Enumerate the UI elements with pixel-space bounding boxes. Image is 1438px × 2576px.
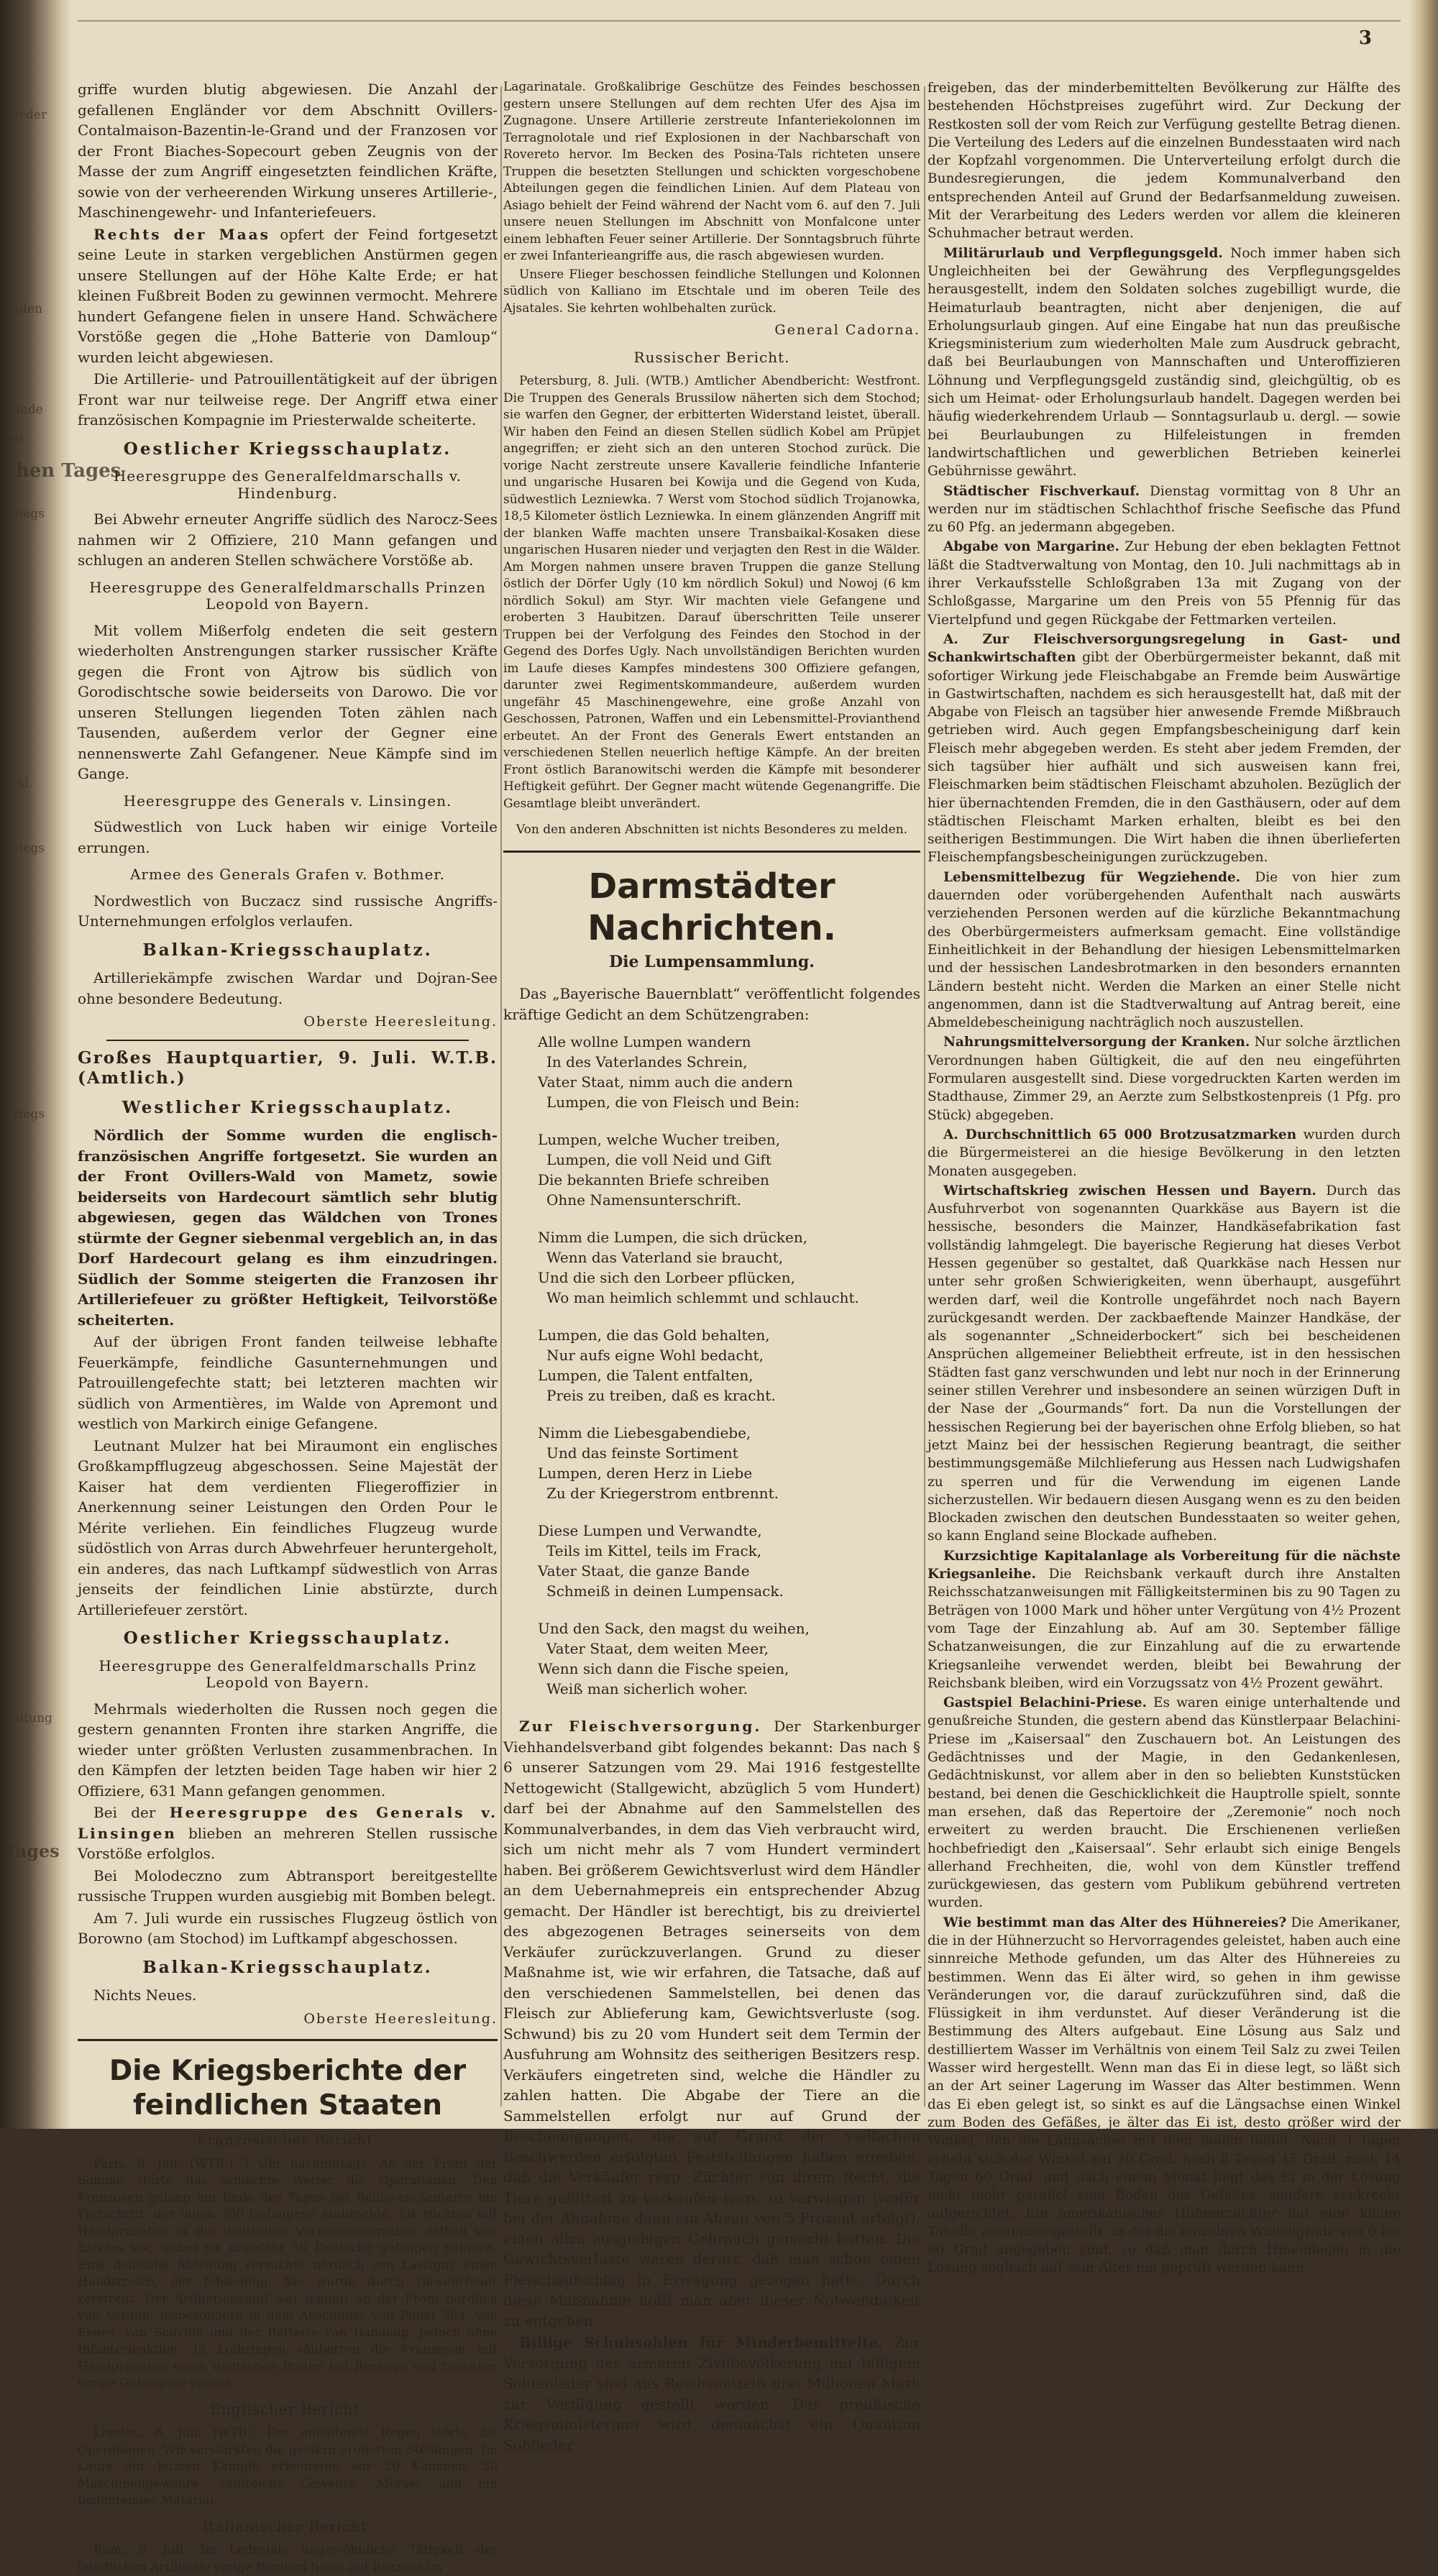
paragraph: Bei Abwehr erneuter Angriffe südlich des Narocz-Sees nahmen wir 2 Offiziere, 210 Mann gefangen und schlugen an anderen Stellen schwächere Vorstöße ab. (78, 510, 498, 569)
gutter-fragment: Kriegs (4, 507, 45, 521)
section-title: Die Kriegsberichte der feindlichen Staaten (109, 2055, 467, 2122)
poem-stanza (538, 1325, 920, 1406)
paragraph-lead: Heeresgruppe des Generals v. Linsingen (78, 1804, 498, 1842)
poem-line: Wo man heimlich schlemmt und schlaucht. (546, 1289, 859, 1306)
poem-line: Lumpen, die Talent entfalten, (538, 1367, 754, 1384)
paragraph (503, 1716, 920, 2331)
gutter-fragment: Kriegs (4, 1107, 45, 1122)
paragraph: Nichts Neues. (93, 1986, 197, 2004)
paragraph (78, 1802, 498, 1864)
paragraph: Nordwestlich von Buczacz sind russische Angriffs-Unternehmungen erfolglos verlaufen. (78, 891, 498, 930)
gutter-fragment: bei (4, 431, 24, 446)
report-heading: Russischer Bericht. (633, 348, 790, 366)
divider (503, 851, 920, 853)
poem-line: Lumpen, die das Gold behalten, (538, 1326, 770, 1344)
signature: General Cadorna. (774, 322, 920, 338)
poem-line: Die bekannten Briefe schreiben (538, 1171, 769, 1188)
paragraph: Unsere Flieger beschossen feindliche Stellungen und Kolonnen südlich von Kalliano im Etschtale und im oberen Teile des Ajsatales. Sie kehrten wohlbehalten zurück. (503, 267, 920, 316)
paragraph-text: Noch immer haben sich Ungleichheiten bei der Gewährung des Verpflegungsgeldes herausgestellt, indem den Soldaten solches zugebilligt wurde, die Heimaturlaub beantragten, nicht aber denjenigen, die auf Erholungsurlaub gingen. Auf eine Eingabe hat nun das preußische Kriegsministerium zum wiederholten Male zum Ausdruck gebracht, daß bei Beurlaubungen von Mannschaften und Unteroffizieren Löhnung und Verpflegungsgeld zuständig sind, gleichgültig, ob es sich um Heimat- oder Erholungsurlaub handelt. Dagegen werden bei häufig wiederkehrendem Urlaub — Sonntagsurlaub u. dergl. — sowie bei Beurlaubungen zu Hilfeleistungen in fremden landwirtschaftlichen und gewerblichen Betrieben keinerlei Gebührnisse gewährt. (928, 245, 1401, 480)
page-header (78, 20, 1401, 70)
gutter-fragment: feinde (4, 403, 43, 417)
poem-line: Ohne Namensunterschrift. (546, 1191, 742, 1209)
paragraph-lead: Nahrungsmittelversorgung der Kranken. (943, 1035, 1250, 1050)
poem-line: Vater Staat, dem weiten Meer, (546, 1640, 769, 1657)
army-group-heading: Heeresgruppe des Generalfeldmarschalls Prinz Leopold von Bayern. (99, 1656, 477, 1691)
poem-line: Teils im Kittel, teils im Frack, (546, 1542, 762, 1559)
paragraph-lead: Wirtschaftskrieg zwischen Hessen und Bayern. (943, 1183, 1316, 1198)
gutter-fragment: chen Tages (4, 460, 122, 482)
poem-stanza (538, 1423, 920, 1503)
paragraph (503, 2332, 920, 2455)
paragraph (928, 1033, 1401, 1124)
army-group-heading: Heeresgruppe des Generals v. Linsingen. (123, 792, 452, 810)
note: Von den anderen Abschnitten ist nichts Besonderes zu melden. (516, 822, 908, 837)
paragraph-lead: A. Durchschnittlich 65 000 Brotzusatzmarken (943, 1127, 1297, 1142)
gutter-fragment: Zeitung (4, 1711, 52, 1725)
signature: Oberste Heeresleitung. (303, 2010, 498, 2027)
paragraph: Leutnant Mulzer hat bei Miraumont ein englisches Großkampfflugzeug abgeschossen. Seine Majestät der Kaiser hat dem verdienten Fliegeroffizier in Anerkennung seiner Leistungen den Orden Pour le Mérite verliehen. Ein feindliches Flugzeug wurde südöstlich von Arras durch Abwehrfeuer heruntergeholt, ein anderes, das nach Luftkampf südwestlich von Arras jenseits der feindlichen Linie abstürzte, durch Artilleriefeuer zerstört. (78, 1436, 498, 1618)
article-title: Die Lumpensammlung. (609, 952, 815, 971)
poem-stanza (538, 1521, 920, 1601)
paragraph (78, 224, 498, 368)
paragraph (928, 1694, 1401, 1912)
paragraph (928, 1547, 1401, 1692)
paragraph: Nördlich der Somme wurden die englisch-französischen Angriffe fortgesetzt. Sie wurden an der Front Ovillers-Wald von Mametz, sowie beiderseits von Hardecourt sämtlich sehr blutig abgewiesen, gegen das Wäldchen von Trones stürmte der Gegner siebenmal vergeblich an, in das Dorf Hardecourt gelang es ihm einzudringen. Südlich der Somme steigerten die Franzosen ihr Artilleriefeuer zu größter Heftigkeit, Teilvorstöße scheiterten. (78, 1127, 498, 1329)
poem-line: Schmeiß in deinen Lumpensack. (546, 1582, 784, 1600)
paragraph-text: Dienstag vormittag von 8 Uhr an werden nur im städtischen Schlachthof frische Seefische das Pfund zu 60 Pfg. an jedermann abgegeben. (928, 483, 1401, 536)
paragraph-text: Zur Hebung der eben beklagten Fettnot läßt die Stadtverwaltung von Montag, den 10. Juli nachmittags ab in ihrer Verkaufsstelle Schloßgraben 13a mit Zugang von der Schloßgasse, Margarine um den Preis von 55 Pfennig für das Viertelpfund und gegen Rückgabe der Fettmarken verteilen. (928, 539, 1401, 628)
poem-line: Und den Sack, den magst du weihen, (538, 1620, 810, 1637)
paragraph: Auf der übrigen Front fanden teilweise lebhafte Feuerkämpfe, feindliche Gasunternehmungen und Patrouillengefechte statt; bei letzteren machten wir südlich von Armentières, im Walde von Apremont und westlich von Markirch einige Gefangene. (78, 1333, 498, 1432)
paragraph-text: Der Starkenburger Viehhandelsverband gibt folgendes bekannt: Das nach § 6 unserer Satzungen vom 29. Mai 1916 festgestellte Nettogewicht (Stallgewicht, abzüglich 5 vom Hundert) darf bei der Abnahme auf den Sammelstellen des Kommunalverbandes, in dem das Vieh verbraucht wird, sich um nicht mehr als 7 vom Hundert vermindert haben. Bei größerem Gewichtsverlust wird dem Händler an dem Uebernahmepreis ein entsprechender Abzug gemacht. Der Händler ist berechtigt, bis zu dreiviertel des abgezogenen Betrages seinerseits von dem Verkäufer zurückzuverlangen. Grund zu dieser Maßnahme ist, wie wir erfahren, die Tatsache, daß auf den verschiedenen Sammelstellen, bei denen das Fleisch zur Ablieferung kam, Gewichtsverluste (sog. Schwund) bis zu 20 vom Hundert seit dem Termin der Ausfuhrung am Wohnsitz des seitherigen Besitzers resp. Verkäufers eingetreten sind, welche die Händler zu zahlen hatten. Die Abgabe der Tiere an die Sammelstellen erfolgt nur auf Grund der Bescheinigungen, die auf Grund der vielfachen Beschwerden erfolgten Feststellungen haben ergeben, daß die Verkäufer resp. Züchter von ihrem Recht, die Tiere gefüttert zu verkaufen resp. zu verwiegen (wofür bei der Abnahme dann ein Abzug von 5 Prozent erfolgt), einen allzu ausgiebigen Gebrauch gemacht hatten. Die Gewichtsverluste waren derart, daß man schon einen Fleischaufschlag in Erwägung gezogen hatte. Durch diese Maßnahme hofft man aber dieser Notwendigkeit zu entgehen. (503, 1718, 920, 2329)
gutter-fragment: wieder (4, 108, 47, 122)
poem-line: Lumpen, deren Herz in Liebe (538, 1465, 753, 1482)
signature: Oberste Heeresleitung. (303, 1014, 498, 1030)
paragraph-lead: Städtischer Fischverkauf. (943, 483, 1140, 499)
poem-stanza (538, 1032, 920, 1112)
poem-line: Diese Lumpen und Verwandte, (538, 1522, 762, 1539)
paragraph-lead: Militärurlaub und Verpflegungsgeld. (943, 245, 1223, 261)
poem-line: Nur aufs eigne Wohl bedacht, (546, 1347, 764, 1364)
paragraph-text: Bei der (93, 1804, 156, 1821)
paragraph-text: Die Amerikaner, die in der Hühnerzucht so Hervorragendes geleistet, haben auch eine sinnreiche Methode gefunden, um das Alter des Hühnereies zu bestimmen. Wenn das Ei älter wird, so gehen in ihm gewisse Veränderungen vor, die darauf zurückzuführen sind, daß die Flüssigkeit in ihm verdunstet. Auf dieser Veränderung ist die Bestimmung des Alters aufgebaut. Eine Lösung aus Salz und destilliertem Wasser im Verhältnis von einem Teil Salz zu zwei Teilen Wasser wird hergestellt. Wenn man das Ei in diese legt, so läßt sich an der Art seiner Lagerung im Wasser das Alter bestimmen. Wenn das Ei eben gelegt ist, so sinkt es auf die Längsachse einen Winkel zum Boden des Gefäßes, je älter das Ei ist, desto größer wird der Winkel, den die Längsachse mit dem Boden bildet. Nach 3 Tagen erhebt sich der Winkel auf 20 Grad, nach 8 Tagen 45 Grad, nach 14 Tagen 60 Grad, und nach einem Monat liegt das Ei in der Lösung nicht mehr parallel zum Boden des Gefäßes, sondern senkrecht aufgerichtet. Ein amerikanischer Hühnerzüchter hat eine kleine Tabelle zusammengestellt, in der die einzelnen Winkelgrade von 0 bis 90 Grad angegeben sind, so daß man durch Hineinlegen in die Lösung sogleich auf sein Alter hin geprüft werden kann. (928, 1915, 1401, 2276)
binding-gutter (0, 0, 122, 2129)
section-heading: Westlicher Kriegsschauplatz. (122, 1097, 454, 1117)
paragraph: London, 8. Juli. (WTB.) Der anhaltende Regen störte die Operationen. Wir verstärkten die gestern eroberten Stellungen. Im Laufe der letzten Kämpfe erbeuteten wir 20 Kanonen, 50 Maschinengewehre, zahlreiche Gewehre, Mörser und ein bedeutendes Material. (78, 2426, 498, 2508)
divider (106, 1040, 469, 1041)
poem (503, 1032, 920, 1699)
divider (78, 2039, 498, 2041)
poem-line: Weiß man sicherlich woher. (546, 1680, 748, 1697)
section-heading: Oestlicher Kriegsschauplatz. (123, 439, 452, 459)
section-heading: Balkan-Kriegsschauplatz. (142, 1957, 433, 1977)
poem-line: Vater Staat, nimm auch die andern (538, 1073, 793, 1091)
army-group-heading: Armee des Generals Grafen v. Bothmer. (129, 866, 446, 883)
paragraph: freigeben, das der minderbemittelten Bevölkerung zur Hälfte des bestehenden Höchstpreises zugeführt wird. Zur Deckung der Restkosten soll der vom Reich zur Verfügung gestellte Betrag dienen. Die Verteilung des Leders auf die einzelnen Bundesstaaten wird nach der Kopfzahl vorgenommen. Die Unterverteilung erfolgt durch die Bundesregierungen, die jedem Kommunalverband den entsprechenden Anteil auf Grund der Bedarfsanmeldung zuweisen. Mit der Verarbeitung des Leders werden vor allem die kleineren Schuhmacher betraut werden. (928, 81, 1401, 242)
section-heading: Balkan-Kriegsschauplatz. (142, 940, 433, 960)
poem-line: Vater Staat, die ganze Bande (538, 1562, 750, 1580)
report-heading: Französischer Bericht. (196, 2131, 379, 2148)
paragraph-lead: Wie bestimmt man das Alter des Hühnereies? (943, 1915, 1287, 1930)
gutter-fragment: Tages (4, 1841, 60, 1861)
column-local-news (503, 79, 920, 2454)
poem-line: Lumpen, die von Fleisch und Bein: (546, 1094, 800, 1111)
paragraph-text: wurden durch die Bürgermeisterei an die hiesige Bevölkerung in den letzten Monaten ausgegeben. (928, 1127, 1401, 1179)
paragraph: Bei Molodeczno zum Abtransport bereitgestellte russische Truppen wurden ausgiebig mit Bomben belegt. (78, 1866, 498, 1905)
dateline: Großes Hauptquartier, 9. Juli. W.T.B. (Amtlich.) (78, 1048, 498, 1088)
poem-stanza (538, 1227, 920, 1308)
paragraph-text: Zur Versorgung der ärmeren Zivilbevölkerung mit billigem Sohlenleder sind aus Reichsmitteln drei Millionen Mark zur Verfügung gestellt worden. Das preußische Kriegsministerium wird demnächst ein Quantum Sohlleder (503, 2334, 920, 2454)
paragraph (928, 1182, 1401, 1546)
paragraph-text: Nur solche ärztlichen Verordnungen haben Gültigkeit, die auf den neu eingeführten Formularen ausgestellt sind. Diese vorgedruckten Karten werden im Stadthause, Zimmer 29, an Aerzte zum Selbstkostenpreis (1 Pfg. pro Stück) abgegeben. (928, 1035, 1401, 1123)
poem-line: Und das feinste Sortiment (546, 1444, 738, 1462)
paragraph: Rom, 8. Juli. Im Ledrotale ungewöhnliche Tätigkeit der feindlichen Artillerie; einige Bomben fielen auf Bezzeca im (78, 2543, 498, 2575)
paragraph (928, 244, 1401, 481)
gutter-fragment: erkl. (4, 776, 33, 791)
poem-line: Nimm die Liebesgabendiebe, (538, 1424, 751, 1441)
paragraph: Petersburg, 8. Juli. (WTB.) Amtlicher Abendbericht: Westfront. Die Truppen des Generals Brussilow näherten sich dem Stochod; sie warfen den Gegner, der erbitterten Widerstand leistet, überall. Wir haben den Feind an diesen Stellen südlich Kobel am Prüpjet angegriffen; er zieht sich an den unteren Stochod zurück. Die vorige Nacht zerstreute unsere Kavallerie feindliche Infanterie und ungarische Husaren bei Kowija und die Gegend von Kuda, südwestlich Lezniewka. 7 Werst vom Stochod südlich Trojanowka, 18,5 Kilometer östlich Lezniewka. In einem glänzenden Angriff mit der blanken Waffe machten unsere Transbaikal-Kosaken diese ungarischen Husaren nieder und verjagten den Rest in die Wälder. Am Morgen nahmen unsere braven Truppen die ganze Stellung östlich der Dörfer Ugly (10 km nördlich Sokul) und Nowoj (6 km nördlich Sokul) am Styr. Wir machten viele Gefangene und eroberten 3 Haubitzen. Darauf überschritten Teile unserer Truppen bei der Verfolgung des Feindes den Stochod in der Gegend des Dorfes Ugly. Nach unvollständigen Berichten wurden im Laufe dieses Kampfes mindestens 300 Offiziere gefangen, darunter zwei Regimentskommandeure, außerdem wurden ungefähr 45 Maschinengewehre, eine große Anzahl von Geschossen, Patronen, Waffen und ein Lebensmittel-Provianthend erbeutet. An der Front des Generals Ewert entstanden an verschiedenen Stellen neuerlich heftige Kämpfe. An der breiten Front östlich Baranowitschi werden die Kämpfe mit besonderer Heftigkeit geführt. Der Gegner macht wütende Gegenangriffe. Die Gesamtlage bleibt unverändert. (503, 374, 920, 811)
paragraph-lead: Zur Fleischversorgung. (519, 1718, 762, 1735)
column-war-reports (78, 79, 498, 2575)
paragraph: Artilleriekämpfe zwischen Wardar und Dojran-See ohne besondere Bedeutung. (78, 969, 498, 1007)
paragraph-lead: Lebensmittelbezug für Wegziehende. (943, 869, 1241, 885)
paragraph: Paris, 8. Juli. (WTB.) 3 Uhr nachmittags. An der Front der Somme störte das schlechte Wetter die Operationen. Den Franzosen gelang am Ende des Tages bei Belloy-en-Santerre ein Fortschritt, der ihnen 350 Gefangene einbrachte. Sie rückten mit Handgranaten in die deutschen Verbindungsgräben östlich von Estrées vor, wobei sie ungefähr 50 Deutsche gefangen nahmen. Eine deutsche Abteilung versuchte nördlich von Lassigny einen Handstreich, der fehlschlug. Sie wurde durch Gewehrfeuer zerstreut. Der Artilleriekampf war lebhaft an der Front nördlich von Verdun, insbesondere in dem Abschnitte von Punkt 304, von Esnes, von Souville und der Batterie von Damloup, jedoch ohne Infanterieaktion. In Lothringen säuberten die Franzosen mit Handgranaten einen deutschen Posten bei Bezange und brachten einige Gefangene zurück. (78, 2156, 498, 2391)
paragraph (928, 1126, 1401, 1181)
paragraph: Am 7. Juli wurde ein russisches Flugzeug östlich von Borowno (am Stochod) im Luftkampf abgeschossen. (78, 1909, 498, 1947)
page-number: 3 (1358, 27, 1372, 49)
paragraph-text: blieben an mehreren Stellen russische Vorstöße erfolglos. (78, 1824, 498, 1862)
paragraph-lead: Abgabe von Margarine. (943, 539, 1119, 555)
paragraph (928, 868, 1401, 1032)
poem-line: Alle wollne Lumpen wandern (538, 1033, 751, 1050)
paragraph-text: Die von hier zum dauernden oder vorübergehenden Aufenthalt nach auswärts verziehenden Personen werden auf die kürzliche Bekanntmachung des Oberbürgermeisters aufmerksam gemacht. Eine vollständige Einheitlichkeit in der Behandlung der hiesigen Lebensmittelmarken und der hessischen Landesbrotmarken in den besonders ernannten Ländern besteht nicht. Werden die Marken an einer Stelle nicht angenommen, dann ist die Stadtverwaltung auf Antrag bereit, eine Abmeldebescheinigung nachträglich noch auszustellen. (928, 869, 1401, 1031)
paragraph-text: Es waren einige unterhaltende und genußreiche Stunden, die gestern abend das Künstlerpaar Belachini-Priese im „Kaisersaal“ den Zuschauern bot. An Leistungen des Gedächtnisses und der Magie, in den Gedankenlesen, Gedächtniskunst, vor allem aber in den so beliebten Kunststücken bestand, bei denen die Geschicklichkeit die Hauptrolle spielt, sonnte man ersehen, daß das Repertoire der „Zeremonie“ noch noch erweitert zu werden braucht. Die Erschienenen verließen hochbefriedigt den „Kaisersaal“. Sehr erlaubt sich einige Bengels allerhand Frechheiten, die, wohl von dem Künstler treffend zurückgewiesen, das gestern vom Publikum gebührend vertreten wurden. (928, 1695, 1401, 1911)
gutter-fragment: Kriegs (4, 841, 45, 856)
paragraph-text: Die Reichsbank verkauft durch ihre Anstalten Reichsschatzanweisungen mit Fälligkeitsterminen bis zu 90 Tagen zu Beträgen von 1000 Mark und höher unter Vergütung von 4½ Prozent vom Tage der Einzahlung ab. Auf am 30. September fällige Schatzanweisungen, die zur Einzahlung auf die zu erwartende Kriegsanleihe verwendet werden, bleibt bei Bewahrung der Reichsbank bleiben, wird ein Vorzugssatz von 4½ Prozent gewährt. (928, 1567, 1401, 1691)
page-edge (1409, 0, 1438, 2129)
army-group-heading: Heeresgruppe des Generalfeldmarschalls v. Hindenburg. (113, 467, 462, 502)
paragraph (928, 631, 1401, 867)
paragraph: griffe wurden blutig abgewiesen. Die Anzahl der gefallenen Engländer vor dem Abschnitt Ovillers-Contalmaison-Bazentin-le-Grand und der Franzosen vor der Front Biaches-Sopecourt geben Zeugnis von der Masse der zum Angriff eingesetzten feindlichen Kräfte, sowie von der verheerenden Wirkung unseres Artillerie-, Maschinengewehr- und Infanteriefeuers. (78, 81, 498, 221)
paragraph: Mehrmals wiederholten die Russen noch gegen die gestern genannten Fronten ihre starken Angriffe, die wieder unter größten Verlusten zusammenbrachen. In den Kämpfen der letzten beiden Tage haben wir hier 2 Offiziere, 631 Mann gefangen genommen. (78, 1700, 498, 1800)
paragraph-lead: Billige Schuhsohlen für Minderbemittelte. (519, 2334, 883, 2351)
paragraph: Das „Bayerische Bauernblatt“ veröffentlicht folgendes kräftige Gedicht an dem Schützengraben: (503, 985, 920, 1023)
paragraph: Südwestlich von Luck haben wir einige Vorteile errungen. (78, 818, 498, 856)
gutter-fragment: baden (4, 302, 42, 316)
column-rule (924, 86, 925, 2107)
paragraph: Mit vollem Mißerfolg endeten die seit gestern wiederholten Anstrengungen starker russischer Kräfte gegen die Front von Ajtrow bis südlich von Gorodischtsche sowie beiderseits von Darowo. Die vor unseren Stellungen liegenden Toten zählen nach Tausenden, außerdem verlor der Gegner eine nennenswerte Zahl Gefangener. Neue Kämpfe sind im Gange. (78, 621, 498, 782)
section-heading: Oestlicher Kriegsschauplatz. (123, 1628, 452, 1648)
column-rule (500, 86, 502, 2107)
paragraph-lead: Kurzsichtige Kapitalanlage als Vorbereitung für die nächste Kriegsanleihe. (928, 1548, 1401, 1582)
poem-line: Nimm die Lumpen, die sich drücken, (538, 1229, 808, 1246)
poem-stanza (538, 1618, 920, 1699)
poem-line: Preis zu treiben, daß es kracht. (546, 1387, 776, 1404)
army-group-heading: Heeresgruppe des Generalfeldmarschalls Prinzen Leopold von Bayern. (89, 578, 486, 613)
poem-line: Und die sich den Lorbeer pflücken, (538, 1269, 795, 1286)
paragraph: Lagarinatale. Großkalibrige Geschütze des Feindes beschossen gestern unsere Stellungen auf dem rechten Ufer des Ajsa im Zugnagone. Unsere Artillerie zerstreute Infanteriekolonnen im Terragnolotale und rief Explosionen in der Nachbarschaft von Rovereto hervor. Im Becken des Posina-Tals richteten unsere Truppen die besetzten Stellungen und schickten vorgeschobene Abteilungen gegen die feindlichen Linien. Auf dem Plateau von Asiago behielt der Feind während der Nacht vom 6. auf den 7. Juli unsere neuen Stellungen im Abschnitt von Monfalcone unter einem lebhaften Feuer seiner Artillerie. Der Sonntagsbruch führte er zwei Infanterieangriffe aus, die rasch abgewiesen wurden. (503, 80, 920, 263)
paragraph-text: Durch das Ausfuhrverbot von sogenannten Quarkkäse aus Bayern ist die hessische, besonders die Mainzer, Handkäsefabrikation fast vollständig lahmgelegt. Die bayerische Regierung hat dieses Verbot Hessen gegenüber so gestaltet, daß Quarkkäse nach Hessen nur unter sehr großen Schwierigkeiten, wenn überhaupt, ausgeführt werden darf, weil die Kontrolle ungefährdet noch nach Bayern zurückgesandt werden. Der zackbaeftende Mainzer Handkäse, der als sogenannter „Schneiderbockert“ sich bei bescheidenen Ansprüchen allgemeiner Beliebtheit erfreute, ist in den hessischen Städten fast ganz verschwunden und lebt nur noch in der Erinnerung seiner stillen Verehrer und insbesondere an seinen würzigen Duft in der Nase der „Gourmands“ fort. Da nun die Vorstellungen der hessischen Regierung bei der bayerischen ohne Erfolg blieben, so hat jetzt Mainz bei der hessischen Regierung beantragt, die seither bestimmungsgemäße Milchlieferung aus Hessen nach Ludwigshafen zu sperren und für die Verwendung im eigenen Lande sicherzustellen. Wir bedauern diesen Ausgang wenn es zu den beiden Blockaden zwischen den deutschen Bundesstaaten so weiter gehen, so kann England seine Blockade aufheben. (928, 1183, 1401, 1544)
paragraph-lead: Gastspiel Belachini-Priese. (943, 1695, 1147, 1711)
column-local-notices (928, 79, 1401, 2276)
paragraph-lead: A. Zur Fleischversorgungsregelung in Gast- und Schankwirtschaften (928, 631, 1401, 666)
poem-line: Wenn das Vaterland sie braucht, (546, 1249, 784, 1266)
paragraph: Die Artillerie- und Patrouillentätigkeit auf der übrigen Front war nur teilweise rege. Der Angriff etwa einer französischen Kompagnie im Priesterwalde scheiterte. (78, 370, 498, 428)
paragraph-text: gibt der Oberbürgermeister bekannt, daß mit sofortiger Wirkung jede Fleischabgabe an Fremde beim Auswärtige in Gastwirtschaften, nachdem es sich herausgestellt hat, daß mit der Abgabe von Fleisch an tagsüber hier anwesende Fremde Mißbrauch getrieben wird. Auch gegen Empfangsbescheinigung darf kein Fleisch mehr abgegeben werden. Es steht aber jedem Fremden, der sich tagsüber hier aufhält und sich ausweisen kann frei, Fleischmarken beim städtischen Fleischamt abzuholen. Bezüglich der hier übernachtenden Fremden, die in den Gasthäusern, oder auf dem städtischen Fleischamt Marken erhalten, bleibt es bei den seitherigen Bestimmungen. Die Wirt haben die ihnen überlieferten Fleischempfangsbescheinigungen zurückzugeben. (928, 650, 1401, 866)
paragraph-lead: Rechts der Maas (93, 225, 270, 243)
section-title: Darmstädter Nachrichten. (587, 866, 836, 948)
paragraph-text: opfert der Feind fortgesetzt seine Leute in starken vergeblichen Anstürmen gegen unsere Stellungen auf der Höhe Kalte Erde; er hat kleinen Fußbreit Boden zu gewinnen vermocht. Mehrere hundert Gefangene fielen in unsere Hand. Schwächere Vorstöße gegen die „Hohe Batterie von Damloup“ wurden leicht abgewiesen. (78, 225, 498, 366)
poem-line: In des Vaterlandes Schrein, (546, 1053, 748, 1071)
paragraph (928, 1914, 1401, 2278)
paragraph (928, 538, 1401, 628)
report-heading: Englischer Bericht. (210, 2400, 365, 2418)
poem-line: Zu der Kriegerstrom entbrennt. (546, 1485, 779, 1502)
poem-stanza (538, 1129, 920, 1210)
poem-line: Wenn sich dann die Fische speien, (538, 1660, 789, 1677)
report-heading: Italienischer Bericht. (202, 2517, 373, 2535)
poem-line: Lumpen, welche Wucher treiben, (538, 1131, 781, 1148)
poem-line: Lumpen, die voll Neid und Gift (546, 1151, 771, 1168)
paragraph (928, 482, 1401, 537)
